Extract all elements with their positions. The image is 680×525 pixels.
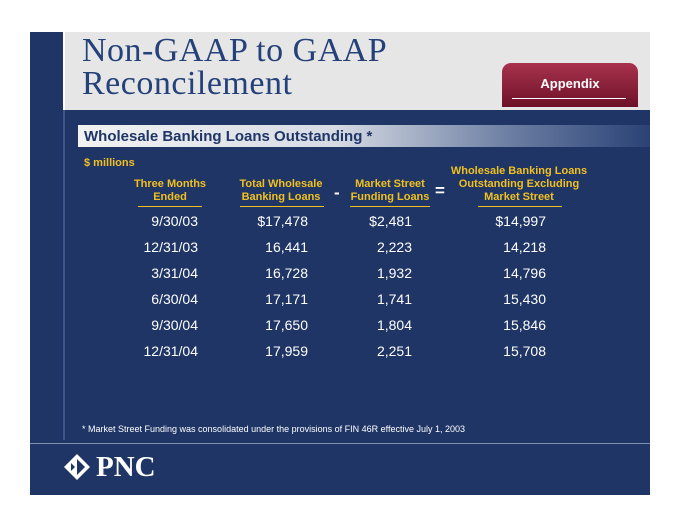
equals-operator: = bbox=[435, 181, 445, 200]
col-header-total bbox=[229, 178, 333, 204]
cell-total: 16,728 bbox=[265, 265, 308, 281]
cell-excl: $14,997 bbox=[495, 213, 546, 229]
cell-period: 12/31/04 bbox=[143, 343, 198, 359]
cell-excl: 15,708 bbox=[503, 343, 546, 359]
cell-period: 9/30/04 bbox=[151, 317, 198, 333]
cell-total: $17,478 bbox=[257, 213, 308, 229]
col-rule-ms bbox=[350, 206, 430, 207]
cell-excl: 14,218 bbox=[503, 239, 546, 255]
col-header-period bbox=[120, 178, 220, 204]
col-header-excl-line-3: Market Street bbox=[484, 191, 554, 203]
appendix-label: Appendix bbox=[540, 76, 600, 91]
appendix-underline bbox=[512, 98, 626, 99]
units-label: $ millions bbox=[84, 157, 135, 169]
title-line-1: Non-GAAP to GAAP bbox=[82, 32, 388, 69]
minus-operator: - bbox=[334, 183, 340, 202]
col-header-period-line-1: Three Months bbox=[133, 178, 207, 190]
col-rule-period bbox=[138, 206, 202, 207]
cell-period: 9/30/03 bbox=[151, 213, 198, 229]
cell-period: 6/30/04 bbox=[151, 291, 198, 307]
col-header-excl bbox=[444, 165, 594, 204]
cell-total: 17,959 bbox=[265, 343, 308, 359]
page-title bbox=[82, 34, 502, 100]
pnc-logo bbox=[62, 451, 156, 483]
appendix-tab bbox=[502, 63, 638, 107]
col-header-excl-line-1: Wholesale Banking Loans bbox=[450, 165, 588, 177]
body-left-divider bbox=[63, 110, 65, 440]
subtitle-bar bbox=[78, 125, 650, 147]
cell-total: 16,441 bbox=[265, 239, 308, 255]
footnote: * Market Street Funding was consolidated under the provisions of FIN 46R effective July 1, 2003 bbox=[82, 424, 466, 434]
cell-ms: 2,223 bbox=[376, 239, 412, 255]
cell-excl: 15,846 bbox=[503, 317, 546, 333]
cell-ms: 1,932 bbox=[376, 265, 412, 281]
title-line-2: Reconcilement bbox=[82, 65, 293, 102]
cell-period: 12/31/03 bbox=[143, 239, 198, 255]
cell-excl: 14,796 bbox=[503, 265, 546, 281]
cell-ms: 2,251 bbox=[376, 343, 412, 359]
pnc-logo-text: PNC bbox=[96, 451, 156, 483]
header-left-stripe bbox=[30, 32, 63, 110]
cell-ms: 1,804 bbox=[376, 317, 412, 333]
cell-excl: 15,430 bbox=[503, 291, 546, 307]
header-divider bbox=[63, 32, 65, 110]
cell-total: 17,650 bbox=[265, 317, 308, 333]
col-header-ms-line-2: Funding Loans bbox=[350, 191, 430, 203]
pnc-logo-icon bbox=[62, 452, 92, 482]
col-header-period-line-2: Ended bbox=[153, 191, 187, 203]
slide bbox=[30, 32, 650, 495]
col-header-excl-line-2: Outstanding Excluding bbox=[458, 178, 580, 190]
cell-period: 3/31/04 bbox=[151, 265, 198, 281]
col-header-ms bbox=[344, 178, 436, 204]
footer-divider bbox=[30, 443, 650, 444]
cell-total: 17,171 bbox=[265, 291, 308, 307]
col-header-total-line-1: Total Wholesale bbox=[239, 178, 323, 190]
col-header-ms-line-1: Market Street bbox=[355, 178, 425, 190]
col-rule-excl bbox=[478, 206, 562, 207]
col-rule-total bbox=[240, 206, 324, 207]
section-subtitle: Wholesale Banking Loans Outstanding * bbox=[84, 128, 373, 145]
col-header-total-line-2: Banking Loans bbox=[241, 191, 321, 203]
cell-ms: 1,741 bbox=[376, 291, 412, 307]
cell-ms: $2,481 bbox=[369, 213, 412, 229]
